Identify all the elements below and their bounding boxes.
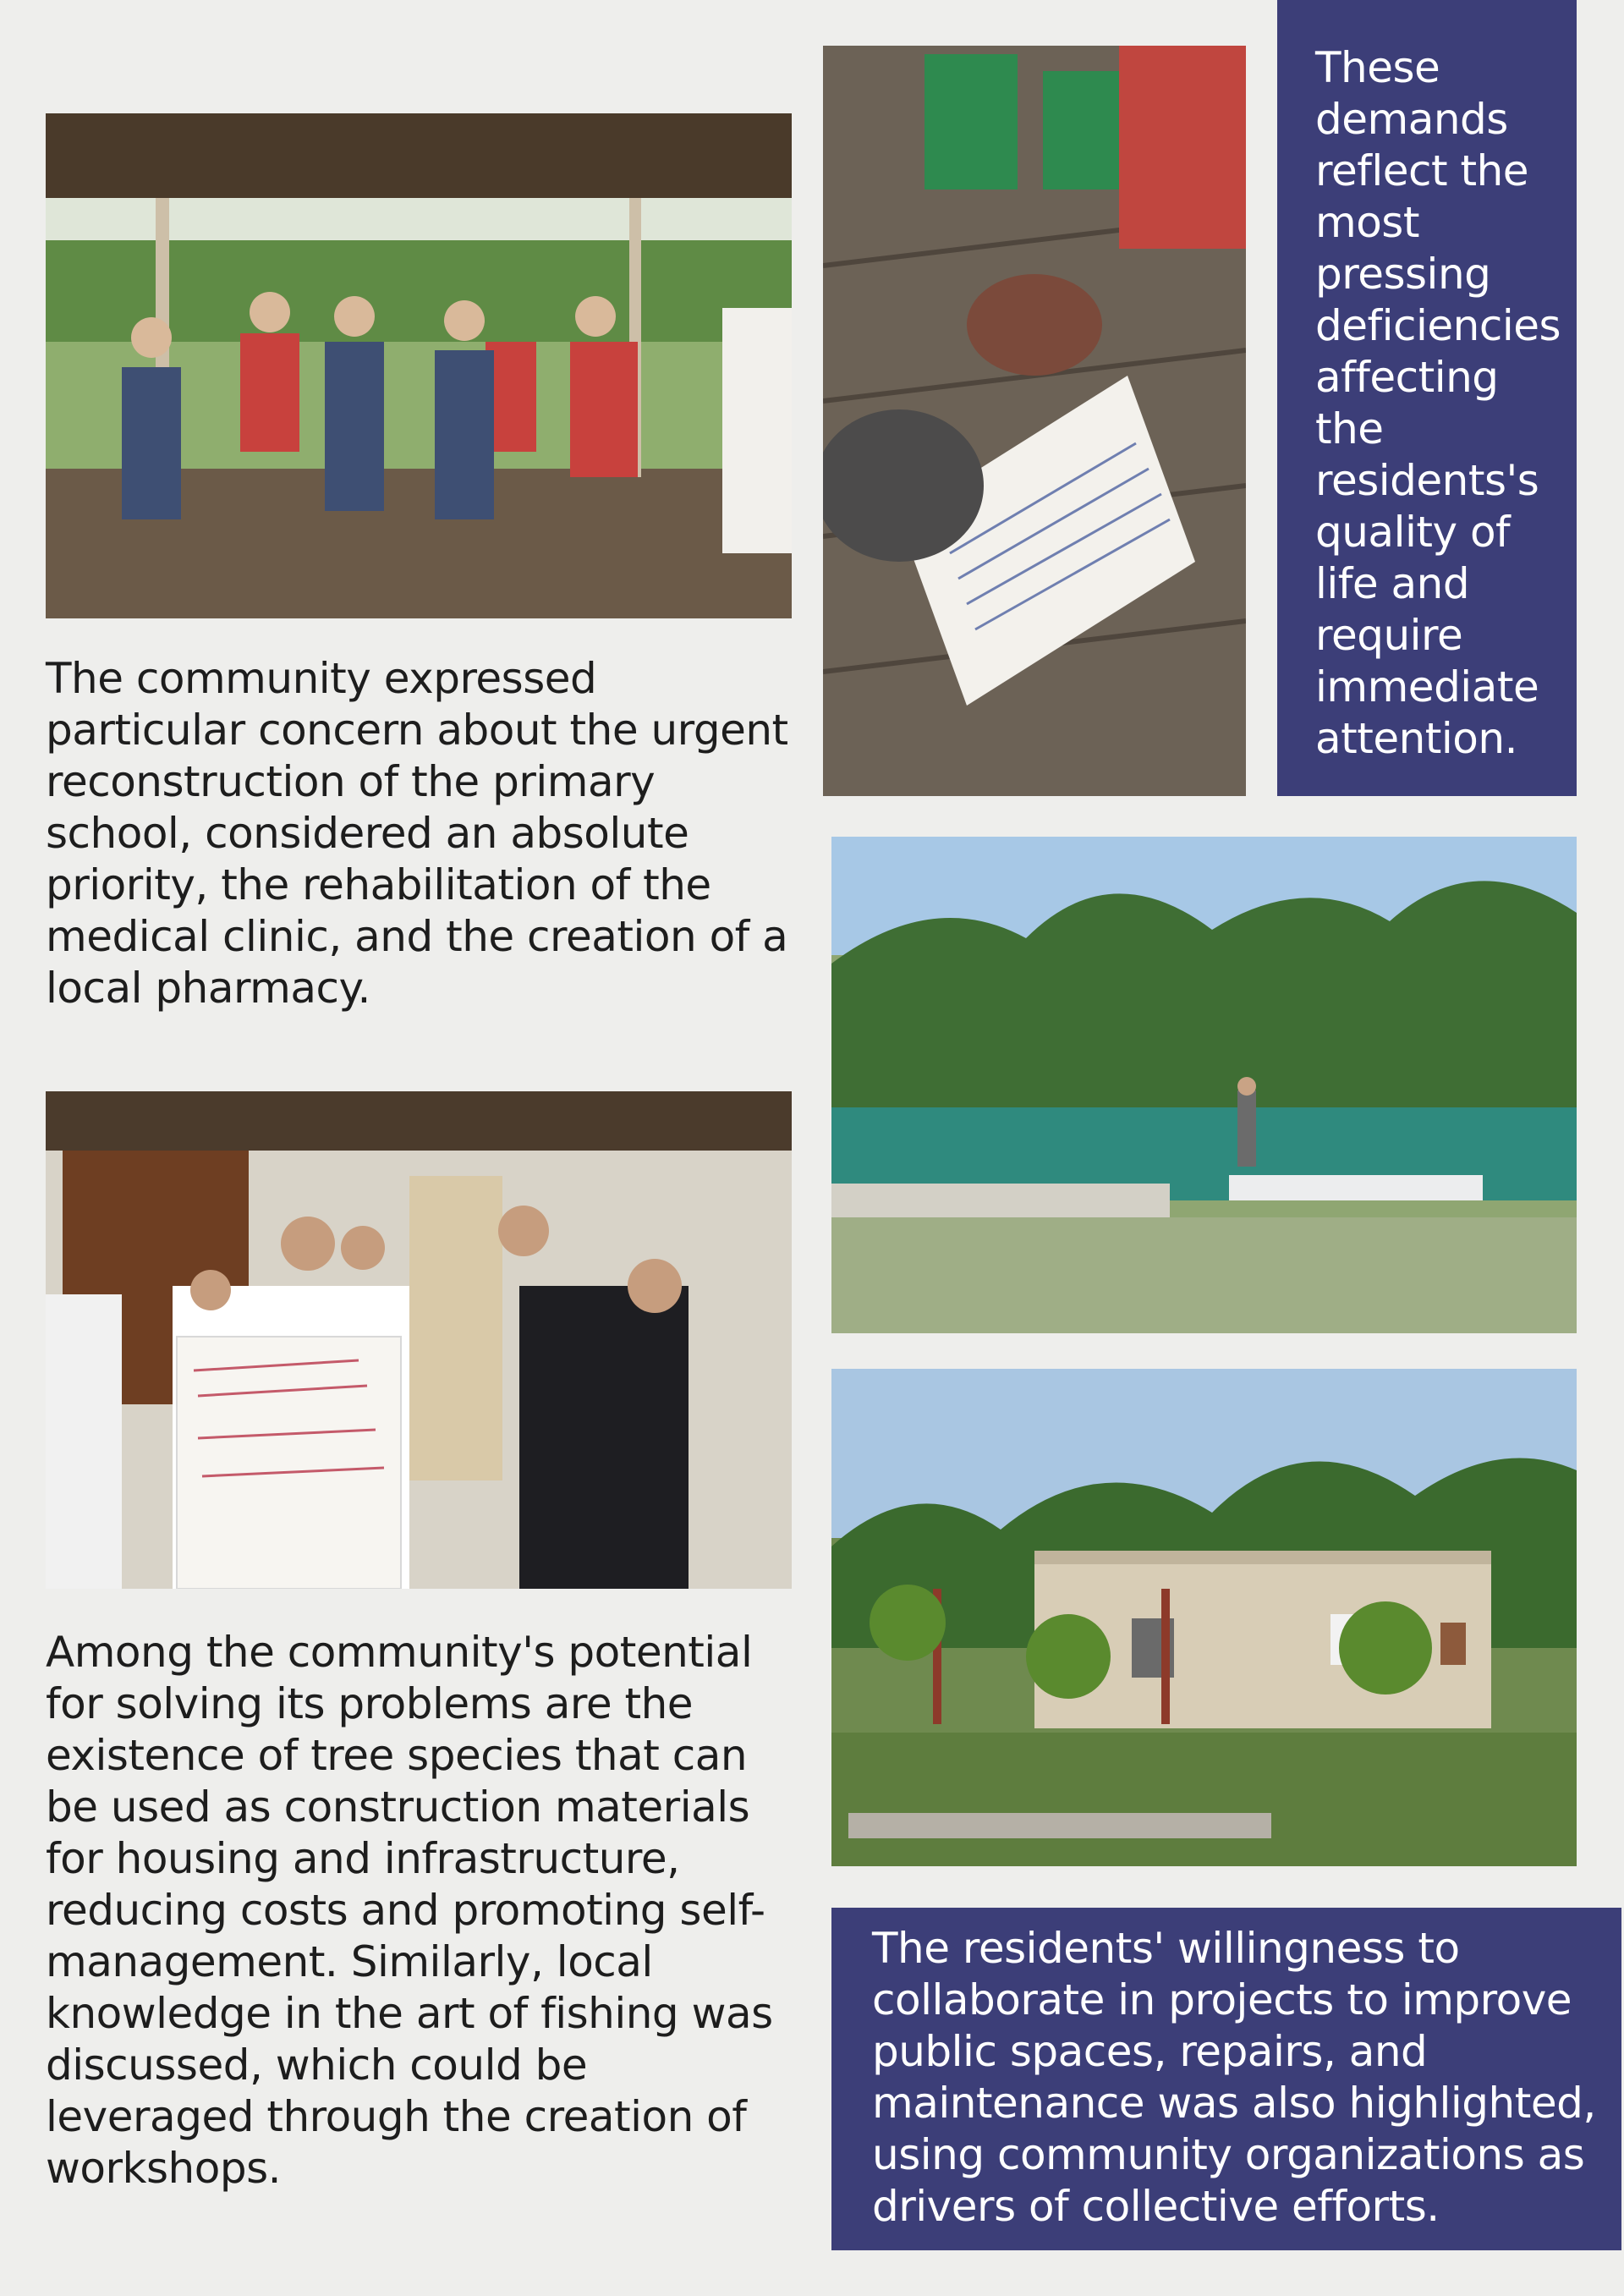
potential-paragraph: Among the community's potential for solving its problems are the existence of tree species that can be used as construction materials for housing and infrastructure, reducing costs and promoting self-management. Similarly, local knowledge in the art of fishing was discussed, which could be leveraged through the creation of workshops. xyxy=(46,1628,773,2193)
photo-writing-session xyxy=(823,46,1246,796)
demands-text: These demands reflect the most pressing deficiencies affecting the residents's quality of life and require immediate attention. xyxy=(1315,43,1561,763)
photo-group-meeting xyxy=(46,113,792,618)
demands-highlight-box xyxy=(1277,0,1577,796)
photo-river-boat xyxy=(831,837,1577,1333)
photo-presentation xyxy=(46,1091,792,1589)
willingness-highlight-box xyxy=(831,1908,1621,2250)
willingness-text: The residents' willingness to collaborate in projects to improve public spaces, repairs, and maintenance was also highlighted, using community organizations as drivers of collective efforts. xyxy=(872,1924,1596,2231)
school-clinic-paragraph: The community expressed particular concern about the urgent reconstruction of the primary school, considered an absolute priority, the rehabilitation of the medical clinic, and the creation of a local pharmacy. xyxy=(46,654,788,1013)
photo-building xyxy=(831,1369,1577,1866)
